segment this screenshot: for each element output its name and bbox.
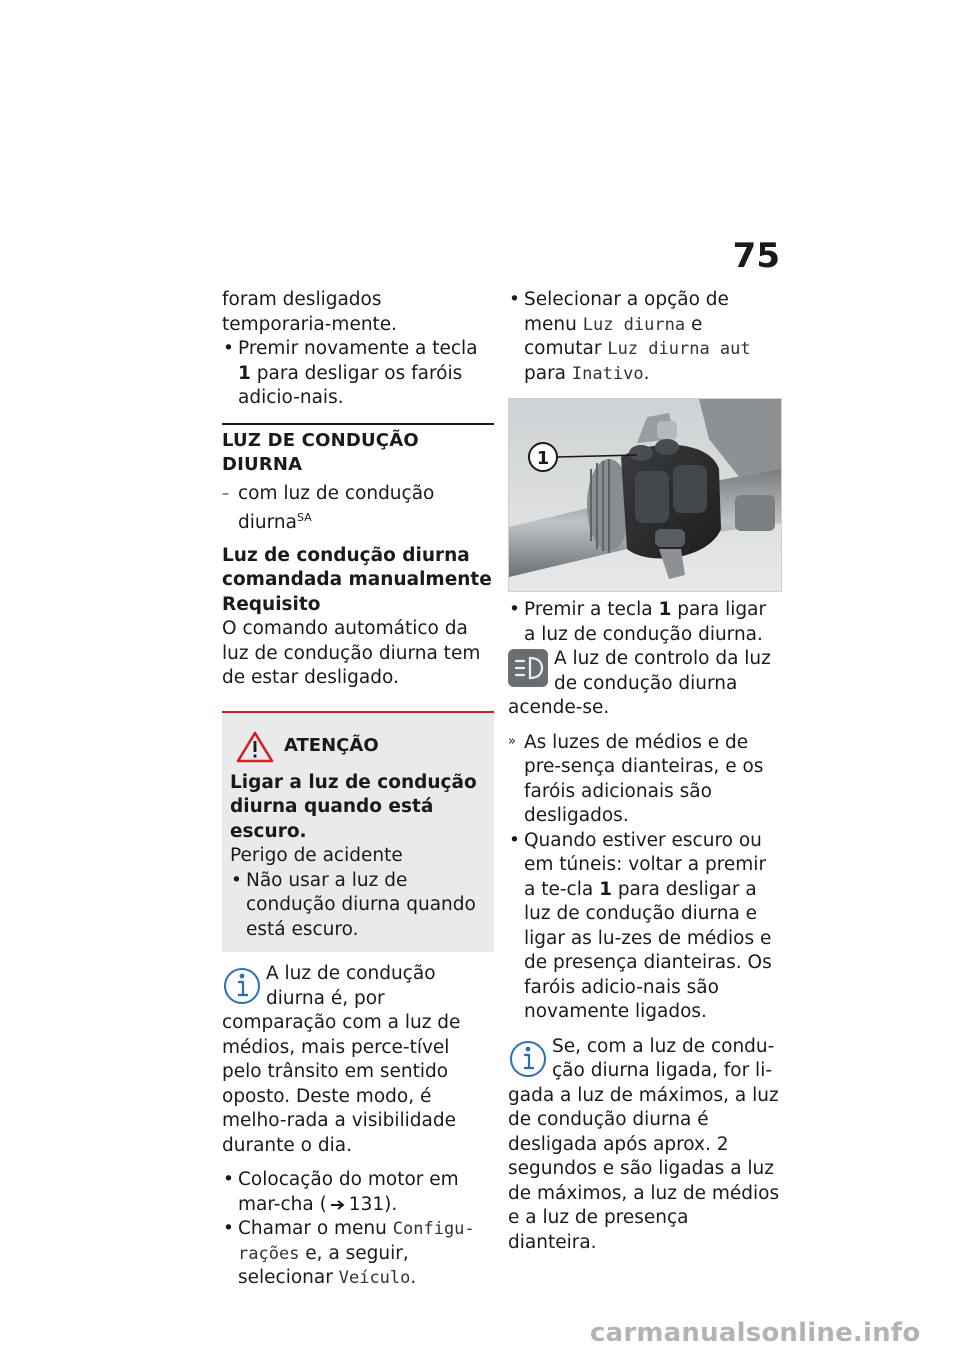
bullet-text: Premir a tecla bbox=[524, 599, 659, 620]
left-column bbox=[222, 288, 494, 1291]
info-note-high-beam bbox=[508, 1035, 780, 1256]
optional-equipment-mark: SA bbox=[296, 511, 312, 524]
requirement-heading: Requisito bbox=[222, 593, 321, 615]
bullet-select-option bbox=[508, 288, 780, 386]
bullet-text: Chamar o menu bbox=[238, 1218, 393, 1240]
bullet-dark-tunnels bbox=[508, 829, 780, 1025]
key-number: 1 bbox=[599, 878, 612, 900]
bullet-text: . bbox=[643, 362, 650, 384]
bullet-text: Colocação do motor em mar-cha ( bbox=[238, 1169, 459, 1215]
page-number: 75 bbox=[732, 236, 780, 276]
equipment-text: com luz de condução diurna bbox=[238, 482, 435, 534]
intro-text: foram desligados temporaria-mente. bbox=[222, 289, 398, 335]
page-reference[interactable]: 131 bbox=[348, 1193, 385, 1215]
menu-name: Configu-rações bbox=[238, 1219, 475, 1264]
menu-value: Inativo bbox=[571, 363, 644, 384]
warning-triangle-icon bbox=[236, 731, 274, 763]
subheading: Luz de condução diurna comandada manualmente bbox=[222, 544, 492, 591]
bullet-press-key bbox=[222, 337, 494, 411]
bullet-text: para ligar a luz de condução diurna. bbox=[524, 599, 767, 645]
figure-callout-label: 1 bbox=[536, 448, 550, 469]
bullet-text: e comutar bbox=[524, 313, 703, 359]
handlebar-switch-figure bbox=[508, 398, 782, 592]
warning-title: ATENÇÃO bbox=[284, 735, 379, 757]
bullet-text: Selecionar a opção de menu bbox=[524, 289, 729, 335]
bullet-text: para bbox=[524, 362, 572, 384]
result-text: » As luzes de médios e de pre-sença dianteiras, e os faróis adicionais são desligados. bbox=[508, 731, 780, 829]
equipment-note bbox=[222, 482, 494, 536]
menu-option: Luz diurna bbox=[582, 314, 686, 335]
bullet-text: ). bbox=[384, 1193, 398, 1215]
requirement-text: O comando automático da luz de condução diurna tem de estar desligado. bbox=[222, 618, 481, 689]
warning-text: Perigo de acidente bbox=[230, 845, 403, 867]
warning-header bbox=[236, 731, 486, 763]
page-reference-arrow-icon bbox=[330, 1199, 346, 1211]
warning-box bbox=[222, 711, 494, 953]
key-number: 1 bbox=[238, 362, 251, 384]
menu-item: Veículo bbox=[338, 1268, 411, 1289]
info-text: A luz de condução diurna é, por comparação com a luz de médios, mais perce-tível pelo trânsito em sentido oposto. Deste modo, é melho-rada a visibilidade durante o dia. bbox=[222, 963, 461, 1156]
watermark: carmanualsonline.info bbox=[590, 1318, 921, 1348]
warning-bold-text: Ligar a luz de condução diurna quando está escuro. bbox=[230, 771, 477, 842]
info-icon bbox=[508, 1035, 548, 1079]
bullet-text: Quando estiver escuro ou em túneis: voltar a premir a te-cla bbox=[524, 829, 767, 900]
bullet-text: para desligar os faróis adicio-nais. bbox=[238, 362, 463, 408]
bullet-call-menu bbox=[222, 1217, 494, 1291]
right-column bbox=[508, 288, 780, 1255]
bullet-engine-gear bbox=[222, 1168, 494, 1217]
bullet-text: . bbox=[410, 1267, 417, 1289]
bullet-text: Premir novamente a tecla bbox=[238, 338, 478, 359]
info-note bbox=[222, 962, 494, 1158]
bullet-text: e, a seguir, selecionar bbox=[238, 1242, 409, 1289]
info-icon bbox=[222, 962, 262, 1006]
menu-option: Luz diurna aut bbox=[607, 339, 751, 359]
key-number: 1 bbox=[658, 599, 672, 620]
telltale-text: A luz de controlo da luz de condução diurna acende-se. bbox=[508, 648, 771, 718]
bullet-text: para desligar a luz de condução diurna e ligar as lu-zes de médios e de presença dianteiras. Os faróis adicio-nais são novamente ligados. bbox=[524, 878, 772, 1022]
info-text: Se, com a luz de condu-ção diurna ligada, for li-gada a luz de máximos, a luz de condução diurna é desligada após aprox. 2 segundos e são ligadas a luz de máximos, a luz de médios e a luz de presença dianteira. bbox=[508, 1035, 780, 1253]
telltale-note bbox=[508, 647, 780, 721]
bullet-press-key-1 bbox=[508, 598, 780, 647]
section-title: LUZ DE CONDUÇÃO DIURNA bbox=[222, 423, 494, 478]
daytime-running-light-indicator-icon bbox=[508, 649, 548, 687]
warning-bullet: • Não usar a luz de condução diurna quando está escuro. bbox=[230, 869, 486, 943]
